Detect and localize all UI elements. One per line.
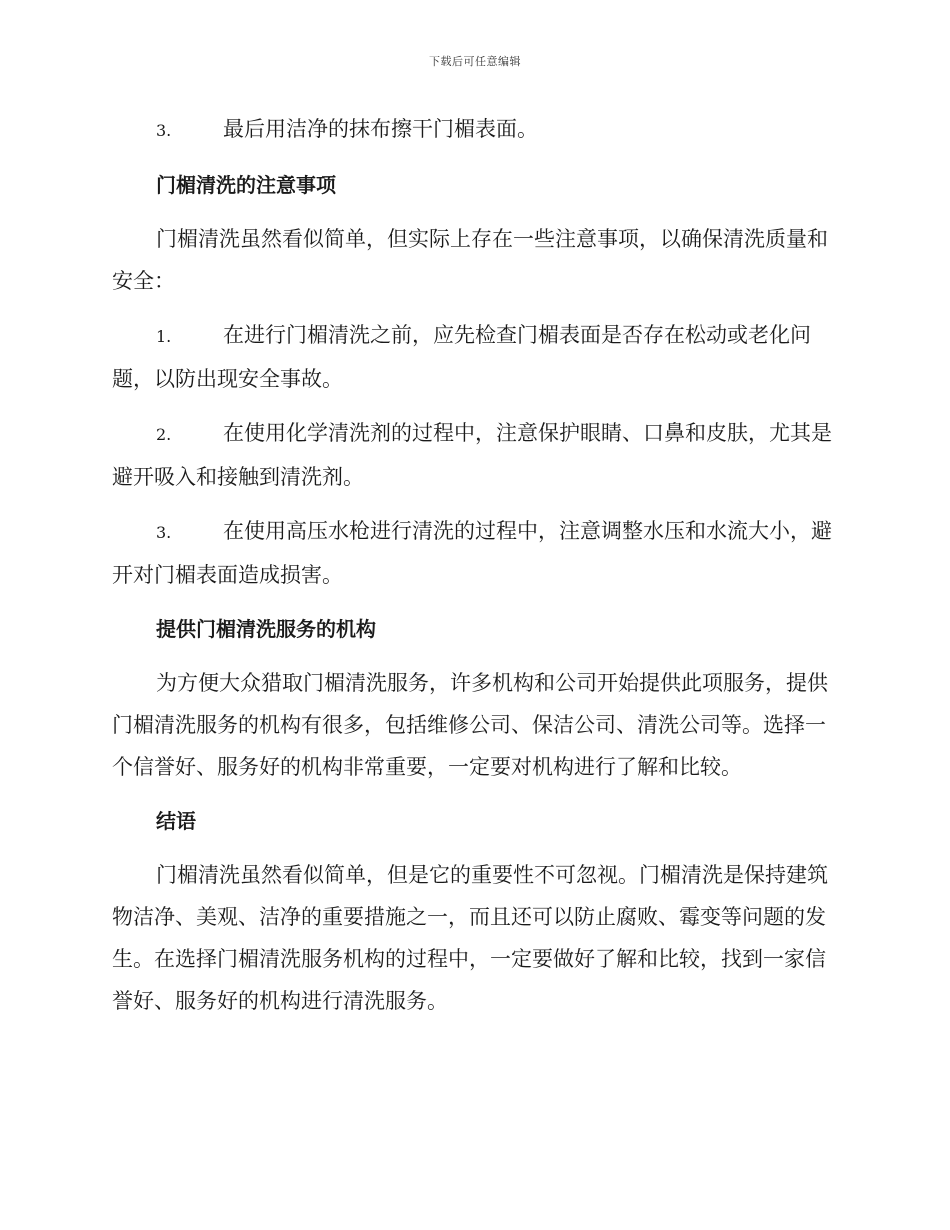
- list-item-number: 2.: [156, 425, 172, 444]
- list-item: [112, 314, 832, 400]
- list-item: [112, 510, 832, 596]
- list-item: [112, 108, 832, 152]
- paragraph-providers: 为方便大众猎取门楣清洗服务，许多机构和公司开始提供此项服务，提供门楣清洗服务的机构有很多，包括维修公司、保洁公司、清洗公司等。选择一个信誉好、服务好的机构非常重要，一定要对机构进行了解和比较。: [112, 671, 828, 779]
- list-item-number: 3.: [156, 121, 172, 140]
- list-item: [112, 412, 832, 498]
- list-item-text: 在使用化学清洗剂的过程中，注意保护眼睛、口鼻和皮肤，尤其是避开吸入和接触到清洗剂。: [112, 421, 832, 489]
- list-item-text: 在进行门楣清洗之前，应先检查门楣表面是否存在松动或老化问题，以防出现安全事故。: [112, 323, 811, 391]
- page-header: 下载后可任意编辑: [429, 55, 521, 68]
- list-item-text: 在使用高压水枪进行清洗的过程中，注意调整水压和水流大小，避开对门楣表面造成损害。: [112, 519, 832, 587]
- document-body: [112, 108, 832, 1034]
- list-item-number: 1.: [156, 327, 172, 346]
- section-heading-notes: 门楣清洗的注意事项: [156, 173, 336, 197]
- paragraph-conclusion: 门楣清洗虽然看似简单，但是它的重要性不可忽视。门楣清洗是保持建筑物洁净、美观、洁净的重要措施之一，而且还可以防止腐败、霉变等问题的发生。在选择门楣清洗服务机构的过程中，一定要做好了解和比较，找到一家信誉好、服务好的机构进行清洗服务。: [112, 863, 828, 1013]
- paragraph-notes-intro: 门楣清洗虽然看似简单，但实际上存在一些注意事项，以确保清洗质量和安全：: [112, 227, 828, 293]
- list-item-text: 最后用洁净的抹布擦干门楣表面。: [223, 117, 538, 141]
- list-item-number: 3.: [156, 523, 172, 542]
- section-heading-conclusion: 结语: [156, 809, 196, 833]
- section-heading-providers: 提供门楣清洗服务的机构: [156, 617, 376, 641]
